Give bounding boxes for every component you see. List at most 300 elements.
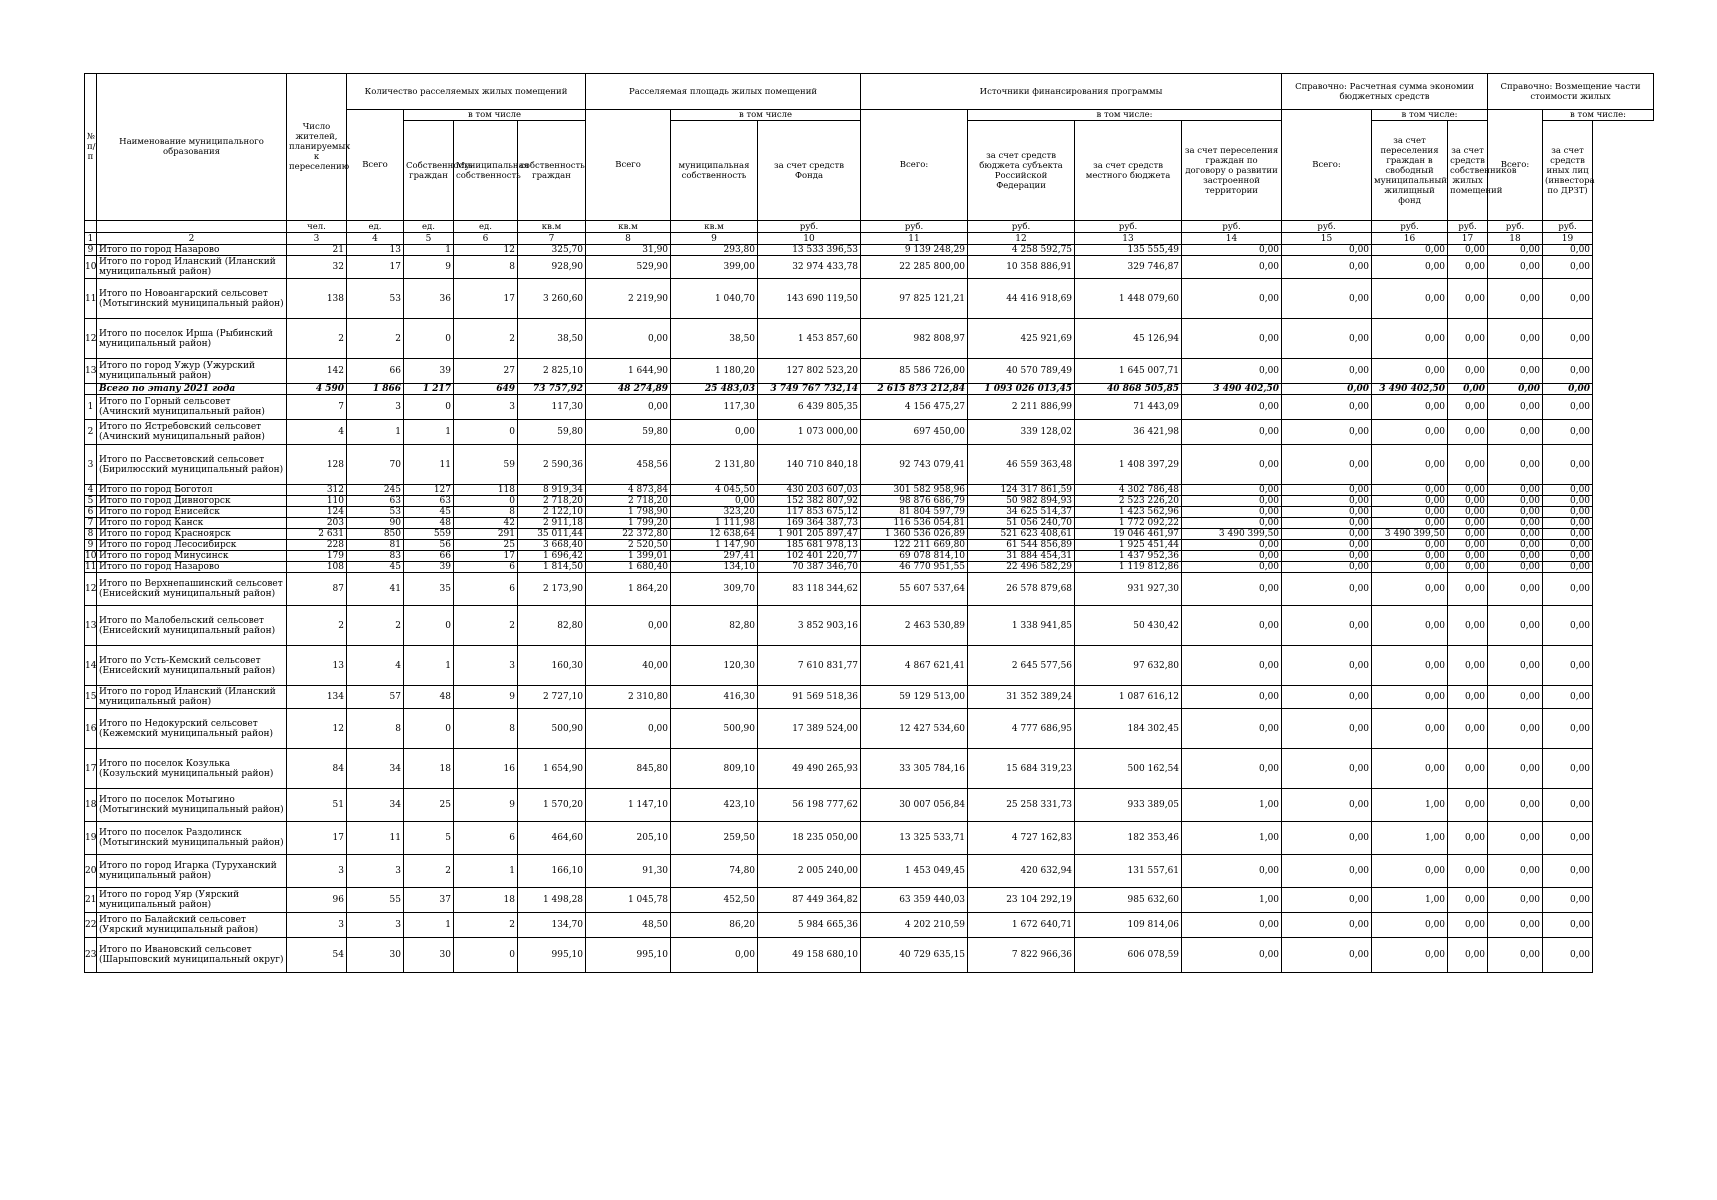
value-cell: 0,00 xyxy=(1282,606,1372,646)
value-cell: 3 260,60 xyxy=(518,279,586,319)
value-cell: 0,00 xyxy=(1182,518,1282,529)
value-cell: 73 757,92 xyxy=(518,384,586,395)
value-cell: 1 045,78 xyxy=(586,888,671,913)
value-cell: 1 680,40 xyxy=(586,562,671,573)
column-number: 11 xyxy=(861,233,968,245)
value-cell: 0,00 xyxy=(1488,445,1543,485)
value-cell: 0,00 xyxy=(1282,507,1372,518)
value-cell: 0,00 xyxy=(1543,606,1593,646)
value-cell: 0,00 xyxy=(1282,913,1372,938)
value-cell: 809,10 xyxy=(671,749,758,789)
value-cell: 22 285 800,00 xyxy=(861,256,968,279)
value-cell: 2 xyxy=(347,606,404,646)
unit: ед. xyxy=(454,221,518,233)
value-cell: 45 xyxy=(404,507,454,518)
value-cell: 0,00 xyxy=(1543,384,1593,395)
row-number: 9 xyxy=(85,540,97,551)
value-cell: 0,00 xyxy=(1372,749,1448,789)
value-cell: 0,00 xyxy=(1282,420,1372,445)
value-cell: 34 xyxy=(347,749,404,789)
value-cell: 1 772 092,22 xyxy=(1075,518,1182,529)
value-cell: 0,00 xyxy=(1182,749,1282,789)
column-number: 14 xyxy=(1182,233,1282,245)
column-number: 15 xyxy=(1282,233,1372,245)
value-cell: 22 372,80 xyxy=(586,529,671,540)
value-cell: 0,00 xyxy=(1448,496,1488,507)
value-cell: 0,00 xyxy=(1543,445,1593,485)
value-cell: 84 xyxy=(287,749,347,789)
municipality-name: Итого по город Дивногорск xyxy=(97,496,287,507)
unit: кв.м xyxy=(518,221,586,233)
table-body xyxy=(85,233,1654,973)
row-number: 9 xyxy=(85,245,97,256)
value-cell: 74,80 xyxy=(671,855,758,888)
value-cell: 134,10 xyxy=(671,562,758,573)
header-econ-total: Всего: xyxy=(1282,110,1372,221)
value-cell: 416,30 xyxy=(671,686,758,709)
value-cell: 127 xyxy=(404,485,454,496)
column-number: 17 xyxy=(1448,233,1488,245)
municipality-name: Итого по поселок Мотыгино (Мотыгинский муниципальный район) xyxy=(97,789,287,822)
row-number: 1 xyxy=(85,395,97,420)
value-cell: 0,00 xyxy=(1448,573,1488,606)
value-cell: 17 389 524,00 xyxy=(758,709,861,749)
value-cell: 92 743 079,41 xyxy=(861,445,968,485)
value-cell: 0,00 xyxy=(1282,749,1372,789)
value-cell: 2 211 886,99 xyxy=(968,395,1075,420)
value-cell: 1 217 xyxy=(404,384,454,395)
municipality-name: Итого по Ястребовский сельсовет (Ачинский муниципальный район) xyxy=(97,420,287,445)
value-cell: 160,30 xyxy=(518,646,586,686)
header-comp-total: Всего: xyxy=(1488,110,1543,221)
value-cell: 1 925 451,44 xyxy=(1075,540,1182,551)
value-cell: 31 352 389,24 xyxy=(968,686,1075,709)
value-cell: 124 xyxy=(287,507,347,518)
value-cell: 606 078,59 xyxy=(1075,938,1182,973)
value-cell: 0,00 xyxy=(1543,646,1593,686)
value-cell: 1,00 xyxy=(1182,822,1282,855)
value-cell: 0,00 xyxy=(1282,359,1372,384)
column-number: 4 xyxy=(347,233,404,245)
value-cell: 0,00 xyxy=(1488,518,1543,529)
value-cell: 423,10 xyxy=(671,789,758,822)
column-number: 1 xyxy=(85,233,97,245)
value-cell: 0,00 xyxy=(1448,518,1488,529)
value-cell: 0,00 xyxy=(1488,359,1543,384)
value-cell: 1 408 397,29 xyxy=(1075,445,1182,485)
value-cell: 2 122,10 xyxy=(518,507,586,518)
value-cell: 0,00 xyxy=(1543,749,1593,789)
value-cell: 91 569 518,36 xyxy=(758,686,861,709)
municipality-name: Итого по город Красноярск xyxy=(97,529,287,540)
row-number: 14 xyxy=(85,646,97,686)
value-cell: 0,00 xyxy=(1448,888,1488,913)
value-cell: 53 xyxy=(347,507,404,518)
value-cell: 0,00 xyxy=(1543,573,1593,606)
value-cell: 82,80 xyxy=(671,606,758,646)
value-cell: 55 xyxy=(347,888,404,913)
value-cell: 4 590 xyxy=(287,384,347,395)
value-cell: 0,00 xyxy=(1448,749,1488,789)
value-cell: 0 xyxy=(404,709,454,749)
row-number: 15 xyxy=(85,686,97,709)
value-cell: 995,10 xyxy=(518,938,586,973)
table-row xyxy=(85,888,1654,913)
row-number: 8 xyxy=(85,529,97,540)
value-cell: 0 xyxy=(404,606,454,646)
value-cell: 2 615 873 212,84 xyxy=(861,384,968,395)
value-cell: 0,00 xyxy=(1448,938,1488,973)
value-cell: 1 147,90 xyxy=(671,540,758,551)
value-cell: 40 570 789,49 xyxy=(968,359,1075,384)
value-cell: 83 118 344,62 xyxy=(758,573,861,606)
value-cell: 0,00 xyxy=(1448,551,1488,562)
unit: руб. xyxy=(1282,221,1372,233)
value-cell: 649 xyxy=(454,384,518,395)
value-cell: 51 056 240,70 xyxy=(968,518,1075,529)
value-cell: 51 xyxy=(287,789,347,822)
value-cell: 0,00 xyxy=(1448,646,1488,686)
value-cell: 2 825,10 xyxy=(518,359,586,384)
unit: ед. xyxy=(347,221,404,233)
value-cell: 0,00 xyxy=(586,709,671,749)
value-cell: 0,00 xyxy=(1372,606,1448,646)
column-number: 6 xyxy=(454,233,518,245)
row-number: 17 xyxy=(85,749,97,789)
value-cell: 32 xyxy=(287,256,347,279)
value-cell: 1 xyxy=(404,420,454,445)
value-cell: 0,00 xyxy=(1488,562,1543,573)
row-number: 12 xyxy=(85,573,97,606)
value-cell: 0,00 xyxy=(1488,395,1543,420)
value-cell: 25 xyxy=(454,540,518,551)
value-cell: 1 399,01 xyxy=(586,551,671,562)
municipality-name: Итого по город Минусинск xyxy=(97,551,287,562)
value-cell: 1 448 079,60 xyxy=(1075,279,1182,319)
value-cell: 0,00 xyxy=(1182,256,1282,279)
value-cell: 0,00 xyxy=(1282,938,1372,973)
value-cell: 0 xyxy=(454,938,518,973)
value-cell: 87 449 364,82 xyxy=(758,888,861,913)
header-area-municipal: муниципальная собственность xyxy=(671,121,758,221)
value-cell: 928,90 xyxy=(518,256,586,279)
value-cell: 17 xyxy=(454,551,518,562)
value-cell: 16 xyxy=(454,749,518,789)
value-cell: 0 xyxy=(404,319,454,359)
value-cell: 293,80 xyxy=(671,245,758,256)
value-cell: 1 xyxy=(454,855,518,888)
value-cell: 49 158 680,10 xyxy=(758,938,861,973)
value-cell: 0,00 xyxy=(586,395,671,420)
value-cell: 1,00 xyxy=(1182,789,1282,822)
row-number: 5 xyxy=(85,496,97,507)
value-cell: 1 453 049,45 xyxy=(861,855,968,888)
value-cell: 12 427 534,60 xyxy=(861,709,968,749)
value-cell: 301 582 958,96 xyxy=(861,485,968,496)
municipality-name: Итого по Ивановский сельсовет (Шарыповский муниципальный округ) xyxy=(97,938,287,973)
value-cell: 2 718,20 xyxy=(518,496,586,507)
value-cell: 108 xyxy=(287,562,347,573)
value-cell: 0,00 xyxy=(1543,888,1593,913)
value-cell: 0,00 xyxy=(1372,573,1448,606)
value-cell: 425 921,69 xyxy=(968,319,1075,359)
value-cell: 4 727 162,83 xyxy=(968,822,1075,855)
housing-resettlement-table xyxy=(84,73,1654,973)
value-cell: 124 317 861,59 xyxy=(968,485,1075,496)
value-cell: 63 xyxy=(404,496,454,507)
header-area-group: Расселяемая площадь жилых помещений xyxy=(586,74,861,110)
value-cell: 4 xyxy=(287,420,347,445)
value-cell: 0,00 xyxy=(671,496,758,507)
value-cell: 0,00 xyxy=(1282,245,1372,256)
value-cell: 40 868 505,85 xyxy=(1075,384,1182,395)
value-cell: 0,00 xyxy=(1488,686,1543,709)
value-cell: 0,00 xyxy=(1182,395,1282,420)
value-cell: 17 xyxy=(287,822,347,855)
municipality-name: Итого по город Уяр (Уярский муниципальный район) xyxy=(97,888,287,913)
value-cell: 50 430,42 xyxy=(1075,606,1182,646)
column-number: 7 xyxy=(518,233,586,245)
value-cell: 464,60 xyxy=(518,822,586,855)
value-cell: 259,50 xyxy=(671,822,758,855)
value-cell: 44 416 918,69 xyxy=(968,279,1075,319)
municipality-name: Итого по поселок Раздолинск (Мотыгинский муниципальный район) xyxy=(97,822,287,855)
value-cell: 2 310,80 xyxy=(586,686,671,709)
value-cell: 995,10 xyxy=(586,938,671,973)
value-cell: 3 xyxy=(347,395,404,420)
header-financing-group: Источники финансирования программы xyxy=(861,74,1282,110)
value-cell: 83 xyxy=(347,551,404,562)
value-cell: 0,00 xyxy=(586,319,671,359)
value-cell: 0,00 xyxy=(1543,245,1593,256)
value-cell: 7 822 966,36 xyxy=(968,938,1075,973)
value-cell: 185 681 978,13 xyxy=(758,540,861,551)
data-table xyxy=(84,73,1654,973)
value-cell: 339 128,02 xyxy=(968,420,1075,445)
value-cell: 1 453 857,60 xyxy=(758,319,861,359)
value-cell: 0,00 xyxy=(1182,562,1282,573)
table-row xyxy=(85,420,1654,445)
value-cell: 2 219,90 xyxy=(586,279,671,319)
value-cell: 59 129 513,00 xyxy=(861,686,968,709)
value-cell: 3 xyxy=(347,913,404,938)
value-cell: 131 557,61 xyxy=(1075,855,1182,888)
value-cell: 48 274,89 xyxy=(586,384,671,395)
value-cell: 0,00 xyxy=(1543,562,1593,573)
value-cell: 0,00 xyxy=(1282,709,1372,749)
value-cell: 2 xyxy=(287,319,347,359)
value-cell: 1,00 xyxy=(1182,888,1282,913)
value-cell: 0,00 xyxy=(1448,913,1488,938)
value-cell: 0,00 xyxy=(1488,913,1543,938)
table-row xyxy=(85,686,1654,709)
header-comp-owners: за счет средств собственников жилых помещений xyxy=(1448,121,1488,221)
value-cell: 134,70 xyxy=(518,913,586,938)
value-cell: 0,00 xyxy=(1543,359,1593,384)
value-cell: 1 xyxy=(404,646,454,686)
value-cell: 0,00 xyxy=(1182,686,1282,709)
value-cell: 59,80 xyxy=(518,420,586,445)
unit: руб. xyxy=(1075,221,1182,233)
value-cell: 110 xyxy=(287,496,347,507)
header-area-owner: собственность граждан xyxy=(518,121,586,221)
value-cell: 0,00 xyxy=(1282,888,1372,913)
value-cell: 0,00 xyxy=(1182,445,1282,485)
column-number: 8 xyxy=(586,233,671,245)
value-cell: 1 901 205 897,47 xyxy=(758,529,861,540)
value-cell: 4 777 686,95 xyxy=(968,709,1075,749)
value-cell: 117 853 675,12 xyxy=(758,507,861,518)
row-number: 18 xyxy=(85,789,97,822)
value-cell: 933 389,05 xyxy=(1075,789,1182,822)
value-cell: 17 xyxy=(347,256,404,279)
value-cell: 2 590,36 xyxy=(518,445,586,485)
value-cell: 71 443,09 xyxy=(1075,395,1182,420)
municipality-name: Итого по город Назарово xyxy=(97,245,287,256)
value-cell: 2 727,10 xyxy=(518,686,586,709)
header-compensation-group: Справочно: Возмещение части стоимости жилых xyxy=(1488,74,1654,110)
header-fin-in-that: в том числе: xyxy=(968,110,1282,121)
table-row xyxy=(85,496,1654,507)
value-cell: 70 387 346,70 xyxy=(758,562,861,573)
header-econ-in-that: в том числе: xyxy=(1372,110,1488,121)
value-cell: 0,00 xyxy=(1182,507,1282,518)
value-cell: 0,00 xyxy=(1488,709,1543,749)
value-cell: 49 490 265,93 xyxy=(758,749,861,789)
unit: руб. xyxy=(1448,221,1488,233)
value-cell: 56 198 777,62 xyxy=(758,789,861,822)
table-row xyxy=(85,359,1654,384)
value-cell: 6 xyxy=(454,562,518,573)
value-cell: 0,00 xyxy=(1282,573,1372,606)
value-cell: 4 302 786,48 xyxy=(1075,485,1182,496)
value-cell: 0,00 xyxy=(1488,529,1543,540)
municipality-name: Итого по Усть-Кемский сельсовет (Енисейский муниципальный район) xyxy=(97,646,287,686)
table-row xyxy=(85,540,1654,551)
value-cell: 0,00 xyxy=(671,420,758,445)
value-cell: 135 555,49 xyxy=(1075,245,1182,256)
value-cell: 0,00 xyxy=(1372,551,1448,562)
value-cell: 0,00 xyxy=(1448,789,1488,822)
value-cell: 2 131,80 xyxy=(671,445,758,485)
value-cell: 0,00 xyxy=(1182,319,1282,359)
value-cell: 0,00 xyxy=(1488,507,1543,518)
value-cell: 41 xyxy=(347,573,404,606)
column-number: 3 xyxy=(287,233,347,245)
table-row xyxy=(85,789,1654,822)
value-cell: 0,00 xyxy=(1448,384,1488,395)
value-cell: 30 xyxy=(404,938,454,973)
row-number: 13 xyxy=(85,606,97,646)
value-cell: 3 xyxy=(454,646,518,686)
value-cell: 420 632,94 xyxy=(968,855,1075,888)
value-cell: 0,00 xyxy=(1448,507,1488,518)
header-count-total: Всего xyxy=(347,110,404,221)
value-cell: 0,00 xyxy=(1543,540,1593,551)
value-cell: 3 xyxy=(347,855,404,888)
row-number: 12 xyxy=(85,319,97,359)
value-cell: 0,00 xyxy=(1282,686,1372,709)
value-cell: 56 xyxy=(404,540,454,551)
value-cell: 0,00 xyxy=(1448,709,1488,749)
value-cell: 2 xyxy=(454,606,518,646)
unit: руб. xyxy=(1372,221,1448,233)
column-number: 9 xyxy=(671,233,758,245)
value-cell: 1 644,90 xyxy=(586,359,671,384)
value-cell: 143 690 119,50 xyxy=(758,279,861,319)
header-residents: Число жителей, планируемых к переселению xyxy=(287,74,347,221)
row-number: 19 xyxy=(85,822,97,855)
row-number: 10 xyxy=(85,551,97,561)
value-cell: 42 xyxy=(454,518,518,529)
value-cell: 0,00 xyxy=(1448,485,1488,496)
municipality-name: Итого по город Боготол xyxy=(97,485,287,496)
value-cell: 0,00 xyxy=(1282,529,1372,540)
value-cell: 1 360 536 026,89 xyxy=(861,529,968,540)
value-cell: 8 xyxy=(454,709,518,749)
value-cell: 179 xyxy=(287,551,347,562)
row-number xyxy=(85,384,97,395)
value-cell: 134 xyxy=(287,686,347,709)
value-cell: 0,00 xyxy=(1182,496,1282,507)
value-cell: 1 073 000,00 xyxy=(758,420,861,445)
table-row-total xyxy=(85,384,1654,395)
value-cell: 0,00 xyxy=(1448,359,1488,384)
value-cell: 0,00 xyxy=(1488,749,1543,789)
row-number: 22 xyxy=(85,913,97,938)
value-cell: 500 162,54 xyxy=(1075,749,1182,789)
value-cell: 0,00 xyxy=(1543,709,1593,749)
column-number: 5 xyxy=(404,233,454,245)
column-number: 16 xyxy=(1372,233,1448,245)
table-row xyxy=(85,279,1654,319)
value-cell: 0 xyxy=(454,496,518,507)
value-cell: 40 729 635,15 xyxy=(861,938,968,973)
value-cell: 11 xyxy=(347,822,404,855)
value-cell: 48 xyxy=(404,686,454,709)
value-cell: 0,00 xyxy=(1182,913,1282,938)
value-cell: 0,00 xyxy=(1372,256,1448,279)
value-cell: 1 xyxy=(347,420,404,445)
value-cell: 70 xyxy=(347,445,404,485)
table-row xyxy=(85,749,1654,789)
table-row xyxy=(85,529,1654,540)
value-cell: 0,00 xyxy=(1488,496,1543,507)
value-cell: 36 421,98 xyxy=(1075,420,1182,445)
header-fin-subject: за счет средств бюджета субъекта Российской Федерации xyxy=(968,121,1075,221)
value-cell: 1 338 941,85 xyxy=(968,606,1075,646)
value-cell: 521 623 408,61 xyxy=(968,529,1075,540)
value-cell: 138 xyxy=(287,279,347,319)
value-cell: 9 xyxy=(404,256,454,279)
unit: руб. xyxy=(1488,221,1543,233)
value-cell: 0,00 xyxy=(1182,938,1282,973)
value-cell: 23 104 292,19 xyxy=(968,888,1075,913)
value-cell: 0,00 xyxy=(1372,485,1448,496)
value-cell: 9 139 248,29 xyxy=(861,245,968,256)
value-cell: 3 xyxy=(287,855,347,888)
value-cell: 0,00 xyxy=(1543,822,1593,855)
table-row xyxy=(85,395,1654,420)
value-cell: 69 078 814,10 xyxy=(861,551,968,562)
value-cell: 2 523 226,20 xyxy=(1075,496,1182,507)
value-cell: 0,00 xyxy=(1372,359,1448,384)
unit: руб. xyxy=(758,221,861,233)
municipality-name: Итого по Новоангарский сельсовет (Мотыгинский муниципальный район) xyxy=(97,279,287,319)
value-cell: 1 xyxy=(404,245,454,256)
value-cell: 0,00 xyxy=(1448,606,1488,646)
value-cell: 0,00 xyxy=(1448,420,1488,445)
